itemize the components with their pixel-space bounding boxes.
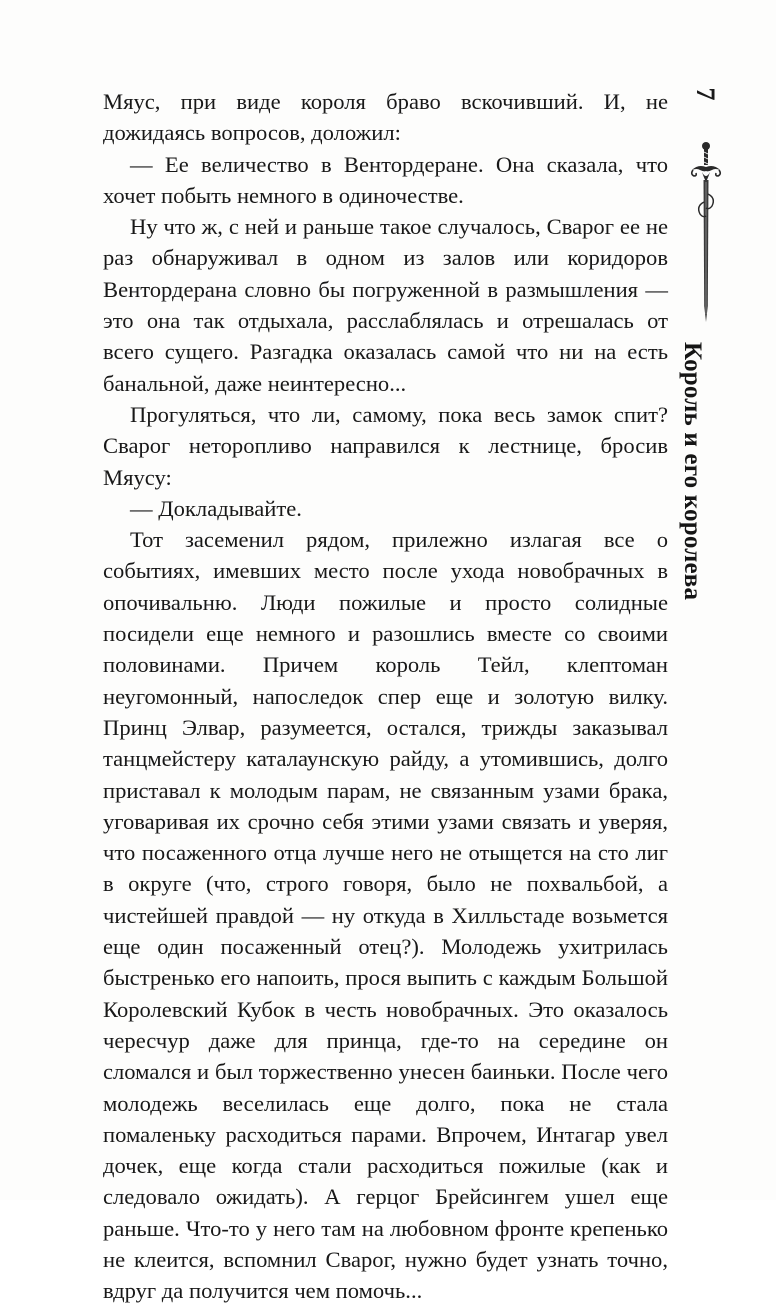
dialog-line: — Ее величество в Вентордеране. Она сказала, что хочет побыть немного в одиночестве. xyxy=(103,151,668,208)
chapter-title: Король и его королева xyxy=(679,342,706,601)
page-number: 7 xyxy=(691,87,720,101)
running-head xyxy=(679,80,728,680)
paragraph: Ну что ж, с ней и раньше такое случалось, Сварог ее не раз обнаруживал в одном из залов или коридоров Вентордерана словно бы погруженной в размышления — это она так отдыхала, расслаблялась и отрешалась от всего сущего. Разгадка оказалась самой что ни на есть банальной, даже неинтересно... xyxy=(103,214,668,396)
body-text xyxy=(103,86,668,1307)
paragraph: Мяус, при виде короля браво вскочивший. И, не дожидаясь вопросов, доложил: xyxy=(103,89,668,146)
paragraph: Прогуляться, что ли, самому, пока весь замок спит? Сварог неторопливо направился к лестнице, бросив Мяусу: xyxy=(103,401,668,490)
sword-ornament-icon xyxy=(688,136,724,336)
dialog-line: — Докладывайте. xyxy=(130,495,302,521)
paragraph: Тот засеменил рядом, прилежно излагая все о событиях, имевших место после ухода новобрачных в опочивальню. Люди пожилые и просто солидные посидели еще немного и разошлись вместе со своими половинами. Причем король Тейл, клептоман неугомонный, напоследок спер еще и золотую вилку. Принц Элвар, разумеется, остался, трижды заказывал танцмейстеру каталаунскую райду, а утомившись, долго приставал к молодым парам, не связанным узами брака, уговаривая их срочно себя этими узами связать и уверяя, что посаженного отца лучше него не отыщется на сто лиг в округе (что, строго говоря, было не похвальбой, а чистейшей правдой — ну откуда в Хилльстаде возьмется еще один посаженный отец?). Молодежь ухитрилась быстренько его напоить, прося выпить с каждым Большой Королевский Кубок в честь новобрачных. Это оказалось чересчур даже для принца, где-то на середине он сломался и был торжественно унесен баиньки. После чего молодежь веселилась еще долго, пока не стала помаленьку расходиться парами. Впрочем, Интагар увел дочек, еще когда стали расходиться пожилые (как и следовало ожидать). А герцог Брейсингем ушел еще раньше. Что-то у него там на любовном фронте крепенько не клеится, вспомнил Сварог, нужно будет узнать точно, вдруг да получится чем помочь... xyxy=(103,527,668,1304)
